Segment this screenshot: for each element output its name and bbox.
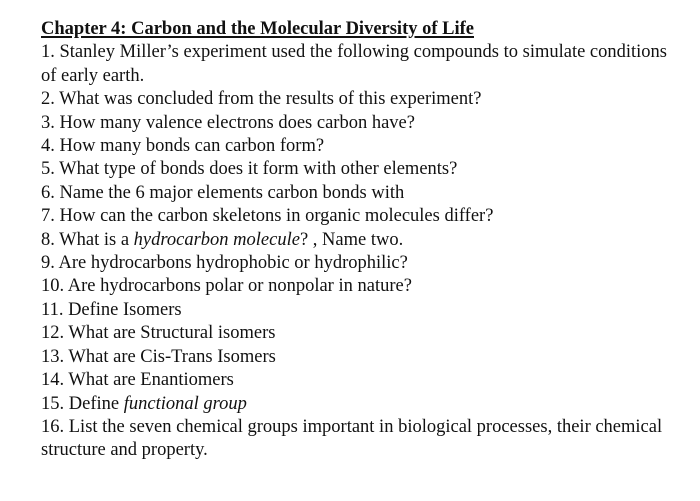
question-15 xyxy=(41,393,681,416)
question-3: 3. How many valence electrons does carbon have? xyxy=(41,112,415,133)
question-10: 10. Are hydrocarbons polar or nonpolar in nature? xyxy=(41,276,412,297)
question-8-suffix: ? , Name two. xyxy=(299,229,404,250)
question-8-prefix: 8. What is a xyxy=(41,229,134,250)
question-14: 14. What are Enantiomers xyxy=(41,370,234,391)
question-6: 6. Name the 6 major elements carbon bonds with xyxy=(41,182,405,203)
worksheet-page xyxy=(41,18,681,463)
question-1: 1. Stanley Miller’s experiment used the following compounds to simulate conditions of early earth. xyxy=(41,42,668,86)
question-12: 12. What are Structural isomers xyxy=(41,323,276,344)
question-4: 4. How many bonds can carbon form? xyxy=(41,136,325,157)
chapter-title: Chapter 4: Carbon and the Molecular Diversity of Life xyxy=(41,19,474,39)
question-8-emphasis: hydrocarbon molecule xyxy=(133,229,300,250)
question-15-emphasis: functional group xyxy=(123,393,247,414)
question-7: 7. How can the carbon skeletons in organic molecules differ? xyxy=(41,206,494,227)
question-13: 13. What are Cis-Trans Isomers xyxy=(41,346,276,367)
question-11: 11. Define Isomers xyxy=(41,299,182,320)
question-16: 16. List the seven chemical groups important in biological processes, their chemical structure and property. xyxy=(41,416,663,461)
question-5: 5. What type of bonds does it form with other elements? xyxy=(41,159,458,180)
question-8 xyxy=(41,229,681,252)
question-9: 9. Are hydrocarbons hydrophobic or hydrophilic? xyxy=(41,253,408,274)
question-2: 2. What was concluded from the results of this experiment? xyxy=(41,89,482,110)
question-15-prefix: 15. Define xyxy=(41,393,124,414)
